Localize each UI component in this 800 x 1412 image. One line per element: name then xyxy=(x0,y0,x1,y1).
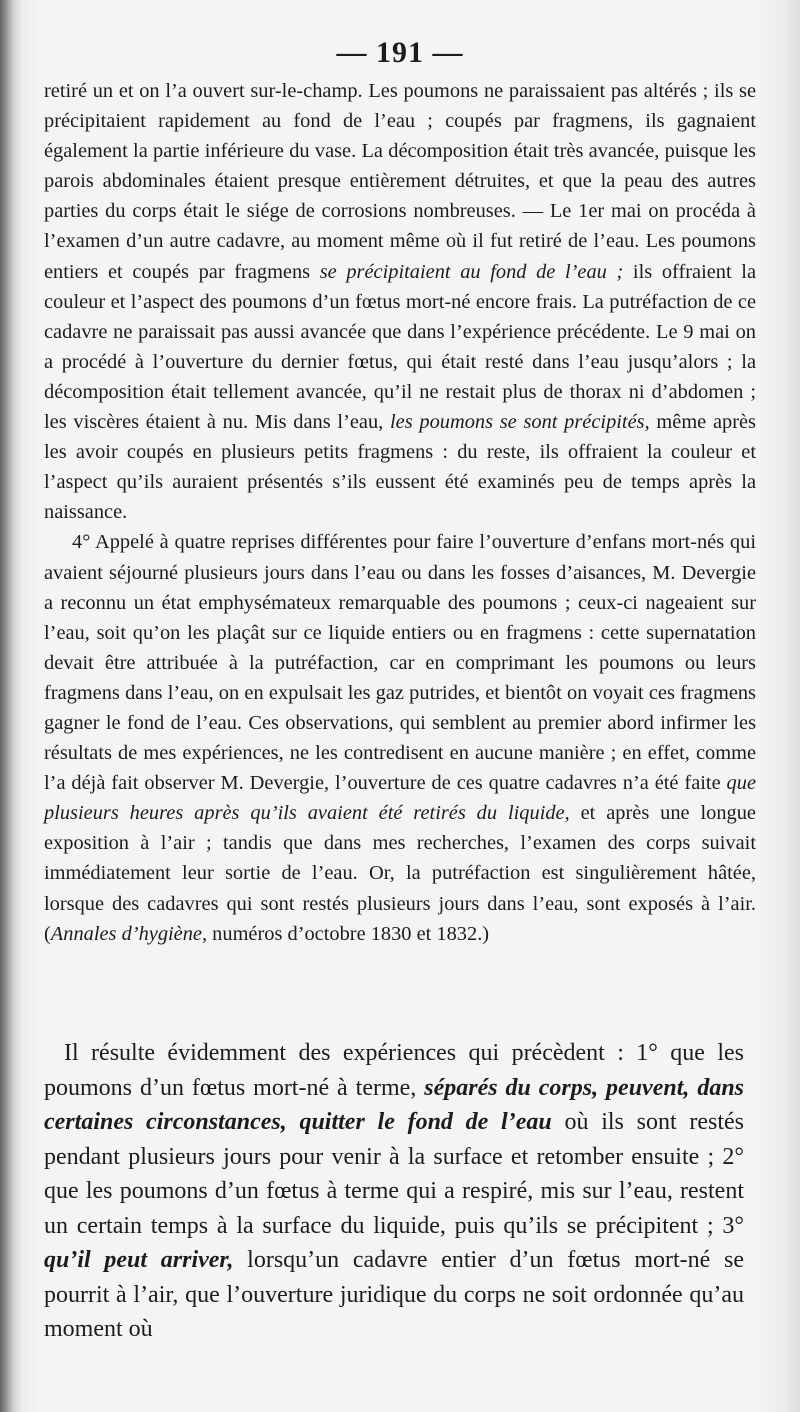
text-segment: où ils sont restés pendant plusieurs jours pour venir à la surface et retomber ensuite ; 2° que les poumons d’un fœtus à terme qui a respiré, mis sur l’eau, restent un certain temps à la surface du liquide, puis qu’ils se précipitent ; 3° xyxy=(44,1109,745,1239)
italic-segment: que plusieurs heures après qu’ils avaient été retirés du liquide, xyxy=(44,772,756,825)
bold-italic-segment: qu’il peut arriver, xyxy=(44,1247,234,1273)
page-number: — 191 — xyxy=(336,36,464,69)
italic-segment: se précipitaient au fond de l’eau ; xyxy=(319,260,624,283)
text-segment: retiré un et on l’a ouvert sur-le-champ. Les poumons ne paraissaient pas altérés ; ils se précipitaient rapidement au fond de l’eau ; coupés par fragmens, ils gagnaient également la partie inférieure du vase. La décomposition était très avancée, puisque les parois abdominales étaient presque entièrement détruites, et que la peau des autres parties du corps était le siége de corrosions nombreuses. — Le 1er mai on procéda à l’examen d’un autre cadavre, au moment même où il fut retiré de l’eau. Les poumons entiers et coupés par fragmens xyxy=(44,80,756,283)
text-segment: ils offraient la couleur et l’aspect des poumons d’un fœtus mort-né encore frais. La putréfaction de ce cadavre ne paraissait pas aussi avancée que dans l’expérience précédente. Le 9 mai on a procédé à l’ouverture du dernier fœtus, qui était resté dans l’eau jusqu’alors ; la décomposition était tellement avancée, qu’il ne restait plus de thorax ni d’abdomen ; les viscères étaient à nu. Mis dans l’eau, xyxy=(44,260,756,434)
italic-segment: les poumons se sont précipités, xyxy=(390,411,650,434)
text-segment: Il résulte évidemment des expériences qui précèdent : 1° que les poumons d’un fœtus mort-né à terme, xyxy=(44,1040,744,1101)
bold-italic-segment: séparés du corps, peuvent, dans certaines circonstances, quitter le fond de l’eau xyxy=(44,1074,745,1135)
text-segment: même après les avoir coupés en plusieurs petits fragmens : du reste, ils offraient la couleur et l’aspect qu’ils auraient présentés s’ils eussent été examinés peu de temps après la naissance. xyxy=(44,411,756,524)
text-segment: 4° Appelé à quatre reprises différentes pour faire l’ouverture d’enfans mort-nés qui avaient séjourné plusieurs jours dans l’eau ou dans les fosses d’aisances, M. Devergie a reconnu un état emphysémateux remarquable des poumons ; ceux-ci nageaient sur l’eau, soit qu’on les plaçât sur ce liquide entiers ou en fragmens : cette supernatation devait être attribuée à la putréfaction, car en comprimant les poumons ou leurs fragmens dans l’eau, on en expulsait les gaz putrides, et bientôt on voyait ces fragmens gagner le fond de l’eau. Ces observations, qui semblent au premier abord infirmer les résultats de mes expériences, ne les contredisent en aucune manière ; en effet, comme l’a déjà fait observer M. Devergie, l’ouverture de ces quatre cadavres n’a été faite xyxy=(44,531,756,795)
italic-segment: Annales d’hygiène, xyxy=(50,922,208,945)
body-text-small xyxy=(44,76,756,949)
paragraph xyxy=(44,1036,744,1347)
paragraph xyxy=(44,527,756,948)
body-text-large xyxy=(44,1036,744,1347)
text-segment: et après une longue exposition à l’air ; tandis que dans mes recherches, l’examen des corps suivait immédiatement leur sortie de l’eau. Or, la putréfaction est singulièrement hâtée, lorsque des cadavres qui sont restés plusieurs jours dans l’eau, sont exposés à l’air. ( xyxy=(44,802,756,945)
paragraph xyxy=(44,76,756,527)
text-segment: lorsqu’un cadavre entier d’un fœtus mort-né se pourrit à l’air, que l’ouverture juridique du corps ne soit ordonnée qu’au moment où xyxy=(44,1247,744,1342)
binding-shadow xyxy=(0,0,14,1412)
text-segment: numéros d’octobre 1830 et 1832.) xyxy=(207,922,490,945)
